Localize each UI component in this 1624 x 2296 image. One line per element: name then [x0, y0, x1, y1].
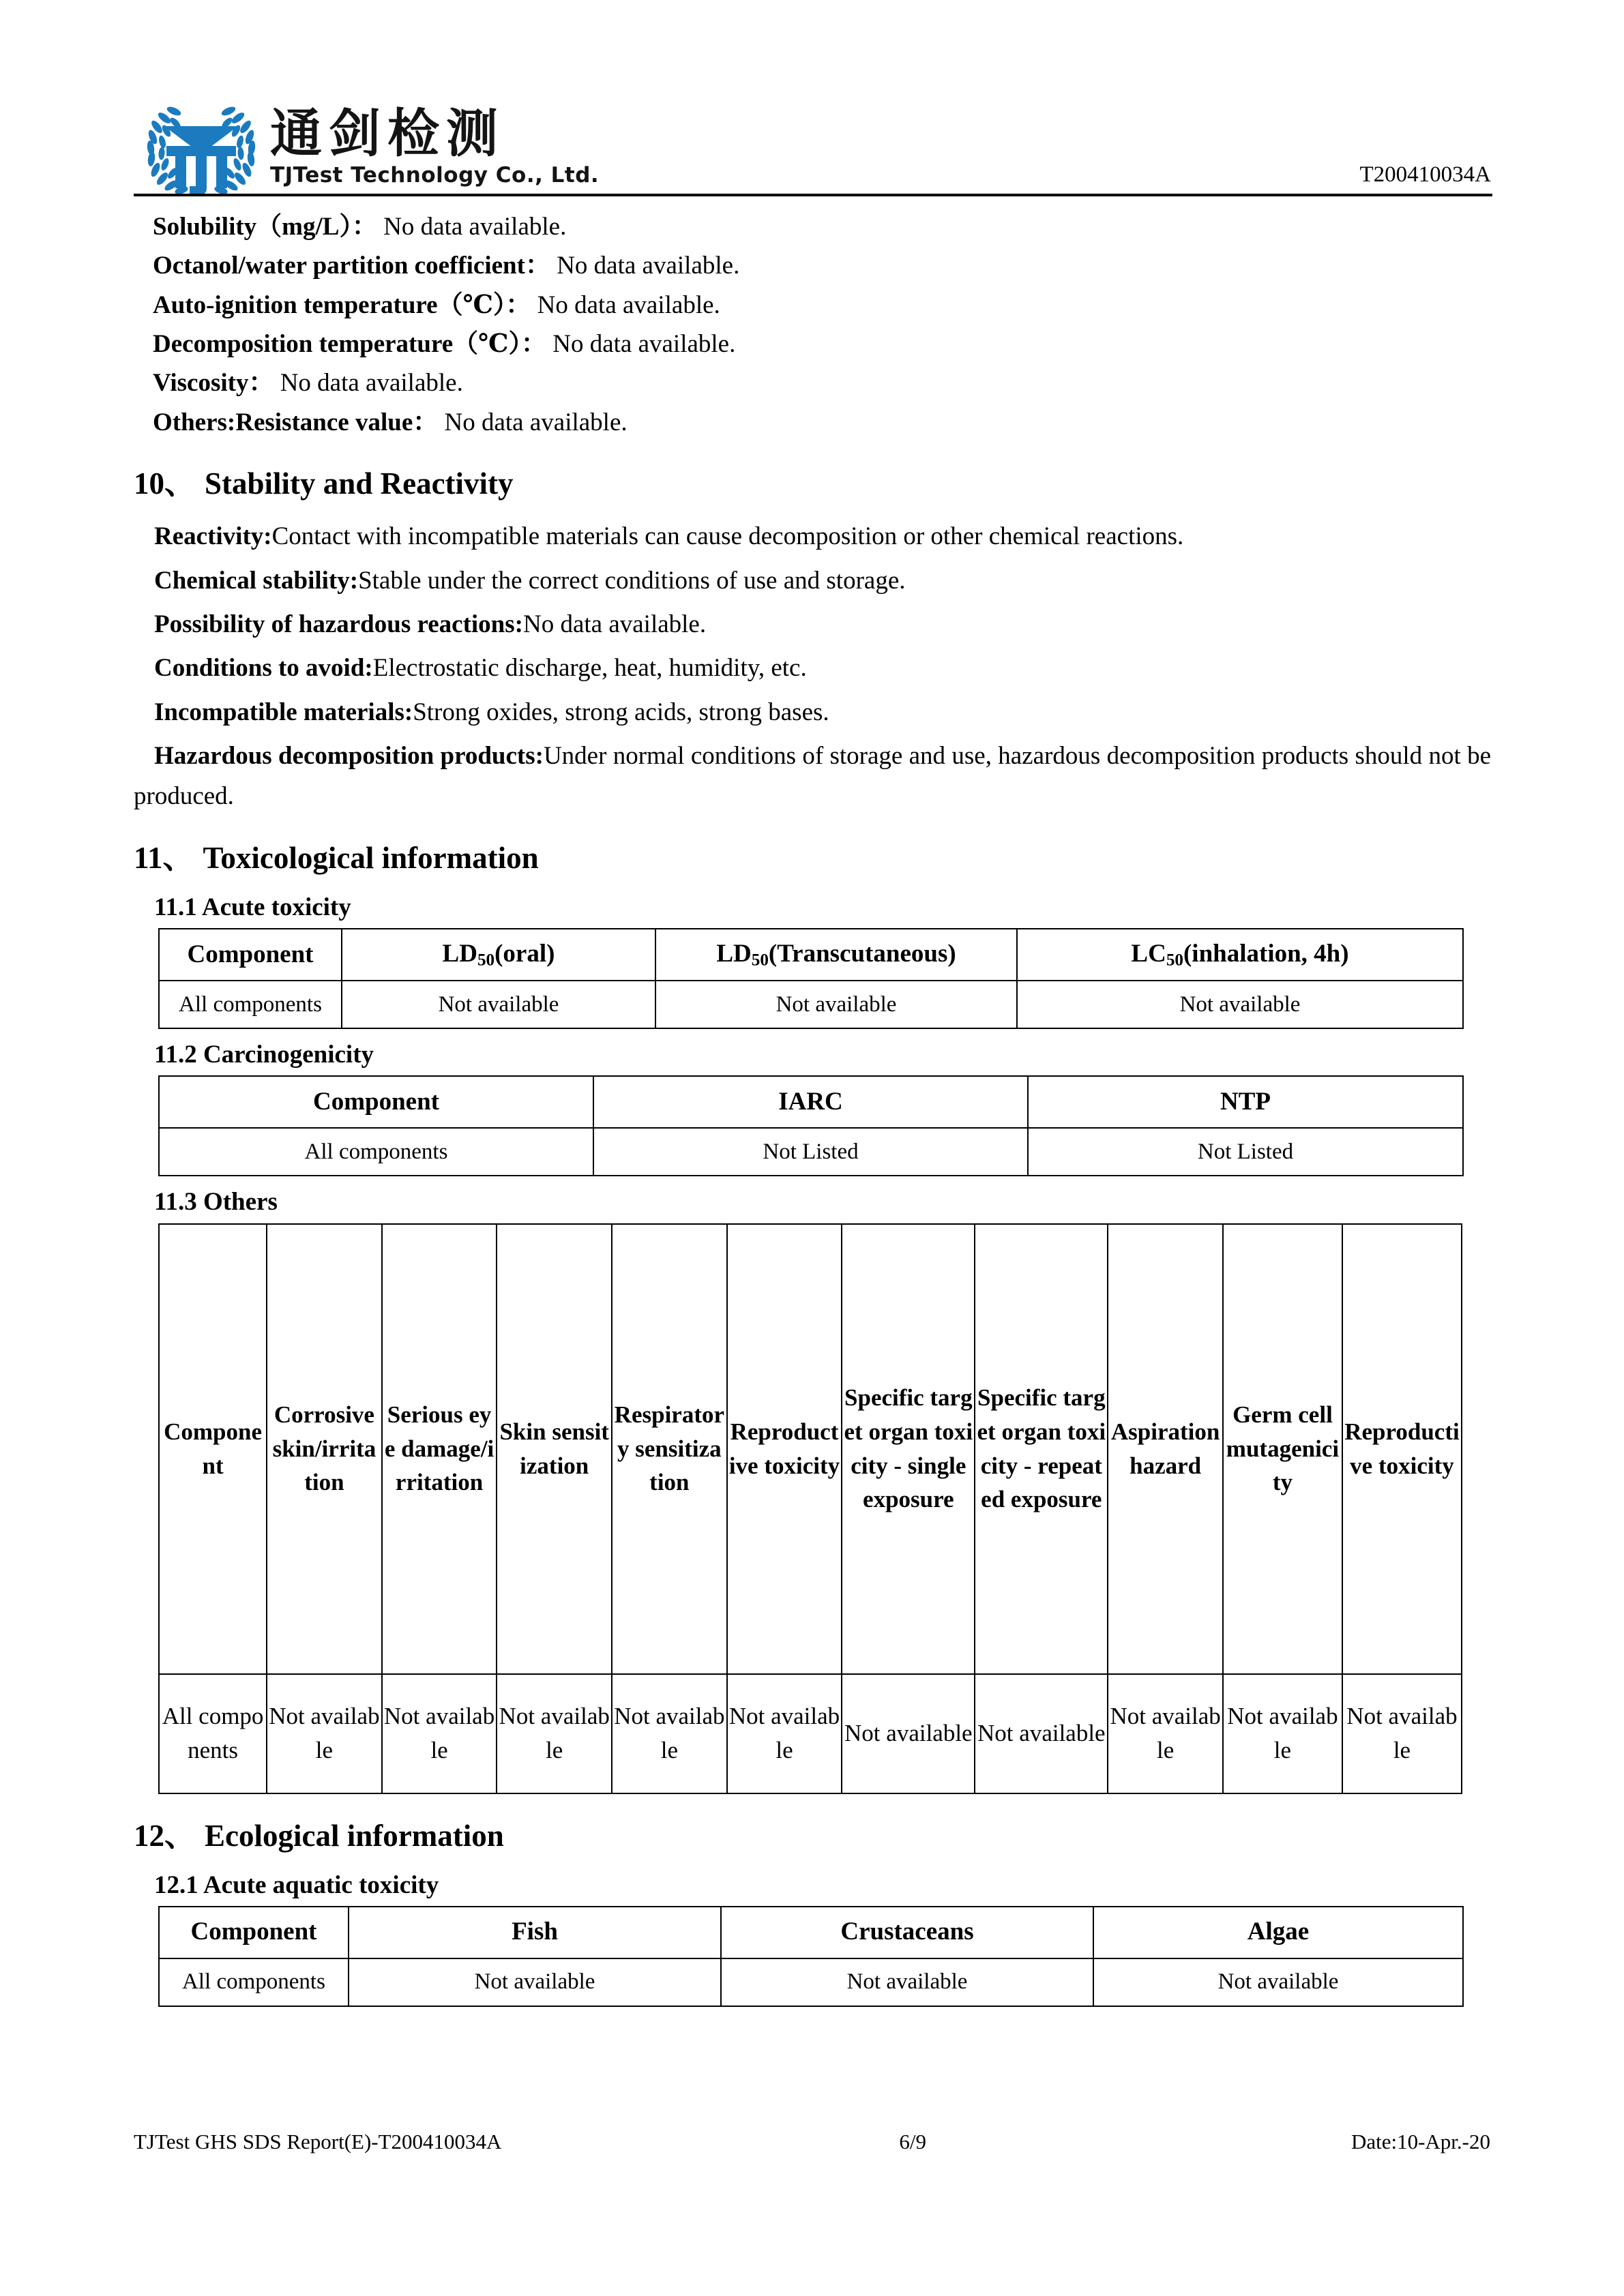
column-header: Component: [159, 1076, 593, 1128]
col-sub: 50: [477, 951, 495, 970]
table-cell: Not available: [727, 1674, 842, 1793]
col-pre: LC: [1131, 939, 1166, 968]
reactivity-label: Reactivity:: [154, 522, 272, 551]
property-value: No data available.: [444, 408, 628, 436]
col-pre: LD: [716, 939, 752, 968]
other-toxicity-table: [158, 1223, 1462, 1794]
property-line: [134, 207, 1491, 246]
property-line: [134, 363, 1491, 402]
header-divider: [134, 194, 1492, 196]
col-post: (oral): [494, 939, 555, 968]
property-line: [134, 246, 1491, 285]
property-line: [134, 403, 1491, 442]
table-cell: Not available: [382, 1674, 497, 1793]
table-header-row: [159, 1224, 1462, 1674]
property-line: [134, 286, 1491, 325]
subsection-heading-12-1: 12.1 Acute aquatic toxicity: [154, 1870, 439, 1899]
table-cell: Not available: [842, 1674, 975, 1793]
table-cell: All components: [159, 981, 342, 1028]
property-label: Decomposition temperature（℃）：: [153, 330, 546, 359]
property-value: No data available.: [557, 252, 740, 280]
column-header: Specific target organ toxicity - repeated exposure: [975, 1224, 1108, 1674]
physical-properties-list: [134, 207, 1491, 442]
hazardous-decomposition-label: Hazardous decomposition products:: [154, 742, 544, 771]
col-post: (inhalation, 4h): [1183, 939, 1349, 968]
table-row: [159, 981, 1463, 1028]
table-cell: Not available: [612, 1674, 727, 1793]
hazardous-reactions-paragraph: [134, 605, 1491, 644]
chemical-stability-paragraph: [134, 561, 1491, 601]
table-cell: Not available: [1108, 1674, 1223, 1793]
hazardous-reactions-label: Possibility of hazardous reactions:: [154, 610, 523, 638]
company-name-block: [270, 102, 600, 188]
hazardous-decomposition-paragraph: [134, 736, 1491, 816]
hazardous-decomposition-value: Under normal conditions of storage and use, hazardous decomposition products should not be produced.: [134, 742, 1491, 810]
section-number: 11、: [134, 841, 194, 876]
section-heading-10: [134, 465, 1491, 502]
chemical-stability-label: Chemical stability:: [154, 566, 359, 595]
column-header: Corrosive skin/irritation: [267, 1224, 382, 1674]
page-number: 6/9: [899, 2130, 927, 2153]
table-row: [159, 1958, 1463, 2006]
section-number: 10、: [134, 466, 196, 501]
conditions-to-avoid-value: Electrostatic discharge, heat, humidity, etc.: [372, 654, 807, 683]
column-header: [342, 929, 655, 981]
table-cell: Not Listed: [1028, 1128, 1463, 1176]
column-header: [655, 929, 1017, 981]
subsection-heading-11-3: 11.3 Others: [154, 1188, 278, 1217]
tjtest-laurel-logo-icon: [136, 95, 266, 198]
footer-row: [134, 2129, 1490, 2154]
company-logo: [136, 95, 599, 198]
table-cell: Not available: [267, 1674, 382, 1793]
column-header: Algae: [1093, 1907, 1463, 1958]
table-cell: Not available: [342, 981, 655, 1028]
property-value: No data available.: [383, 213, 567, 241]
table-row: [159, 1674, 1462, 1793]
table-cell: All components: [159, 1674, 267, 1793]
table-cell: Not available: [1223, 1674, 1342, 1793]
incompatible-materials-value: Strong oxides, strong acids, strong bases.: [413, 698, 829, 726]
report-id: T200410034A: [1359, 162, 1491, 187]
column-header: Serious eye damage/irritation: [382, 1224, 497, 1674]
column-header: Reproductive toxicity: [727, 1224, 842, 1674]
section-title: Ecological information: [205, 1818, 504, 1853]
table-header-row: [159, 1907, 1463, 1958]
table-cell: Not available: [721, 1958, 1093, 2006]
property-label: Solubility（mg/L）：: [153, 213, 377, 241]
acute-toxicity-table: [158, 928, 1464, 1029]
carcinogenicity-table: [158, 1075, 1464, 1176]
property-value: No data available.: [552, 330, 736, 359]
column-header: Aspiration hazard: [1108, 1224, 1223, 1674]
company-name-cn: 通剑检测: [270, 102, 505, 164]
table-cell: Not available: [349, 1958, 721, 2006]
page-content: [134, 0, 1491, 2011]
section-title: Toxicological information: [203, 841, 539, 876]
table-cell: Not Listed: [593, 1128, 1028, 1176]
column-header: Specific target organ toxicity - single exposure: [842, 1224, 975, 1674]
column-header: Component: [159, 929, 342, 981]
col-sub: 50: [1166, 951, 1183, 970]
section-number: 12、: [134, 1818, 196, 1853]
chemical-stability-value: Stable under the correct conditions of use and storage.: [358, 566, 906, 595]
property-label: Viscosity：: [153, 369, 274, 398]
reactivity-value: Contact with incompatible materials can cause decomposition or other chemical reactions.: [271, 522, 1184, 551]
column-header: Fish: [349, 1907, 721, 1958]
property-value: No data available.: [537, 290, 720, 319]
property-label: Auto-ignition temperature（℃）：: [153, 290, 531, 319]
column-header: Component: [159, 1224, 267, 1674]
col-post: (Transcutaneous): [768, 939, 956, 968]
table-row: [159, 1128, 1463, 1176]
column-header: Reproductive toxicity: [1342, 1224, 1462, 1674]
col-sub: 50: [751, 951, 769, 970]
column-header: NTP: [1028, 1076, 1463, 1128]
section-heading-11: [134, 839, 1491, 876]
property-label: Octanol/water partition coefficient：: [153, 252, 550, 280]
conditions-to-avoid-label: Conditions to avoid:: [154, 654, 373, 683]
hazardous-reactions-value: No data available.: [522, 610, 707, 638]
company-name-en: TJTest Technology Co., Ltd.: [270, 162, 600, 188]
table-header-row: [159, 929, 1463, 981]
section-title: Stability and Reactivity: [205, 466, 514, 501]
footer-date: Date:10-Apr.-20: [1350, 2130, 1490, 2153]
table-cell: All components: [159, 1128, 593, 1176]
subsection-heading-11-1: 11.1 Acute toxicity: [154, 893, 351, 922]
column-header: Crustaceans: [721, 1907, 1093, 1958]
column-header: Component: [159, 1907, 349, 1958]
property-label: Others:Resistance value：: [153, 408, 439, 436]
column-header: [1017, 929, 1463, 981]
col-pre: LD: [442, 939, 477, 968]
table-cell: Not available: [975, 1674, 1108, 1793]
table-cell: Not available: [497, 1674, 612, 1793]
table-header-row: [159, 1076, 1463, 1128]
property-line: [134, 325, 1491, 363]
column-header: Respiratory sensitization: [612, 1224, 727, 1674]
page-footer: [134, 2129, 1490, 2154]
column-header: Germ cell mutagenicity: [1223, 1224, 1342, 1674]
table-cell: Not available: [655, 981, 1017, 1028]
table-cell: Not available: [1093, 1958, 1463, 2006]
conditions-to-avoid-paragraph: [134, 648, 1491, 688]
reactivity-paragraph: [134, 517, 1491, 556]
incompatible-materials-label: Incompatible materials:: [154, 698, 413, 726]
incompatible-materials-paragraph: [134, 693, 1491, 732]
table-cell: All components: [159, 1958, 349, 2006]
column-header: IARC: [593, 1076, 1028, 1128]
table-cell: Not available: [1017, 981, 1463, 1028]
property-value: No data available.: [280, 369, 463, 398]
page-header: [134, 0, 1491, 198]
table-cell: Not available: [1342, 1674, 1462, 1793]
footer-report-name: TJTest GHS SDS Report(E)-T200410034A: [134, 2130, 502, 2153]
acute-aquatic-toxicity-table: [158, 1906, 1464, 2007]
column-header: Skin sensitization: [497, 1224, 612, 1674]
subsection-heading-11-2: 11.2 Carcinogenicity: [154, 1041, 374, 1069]
section-heading-12: [134, 1817, 1491, 1854]
